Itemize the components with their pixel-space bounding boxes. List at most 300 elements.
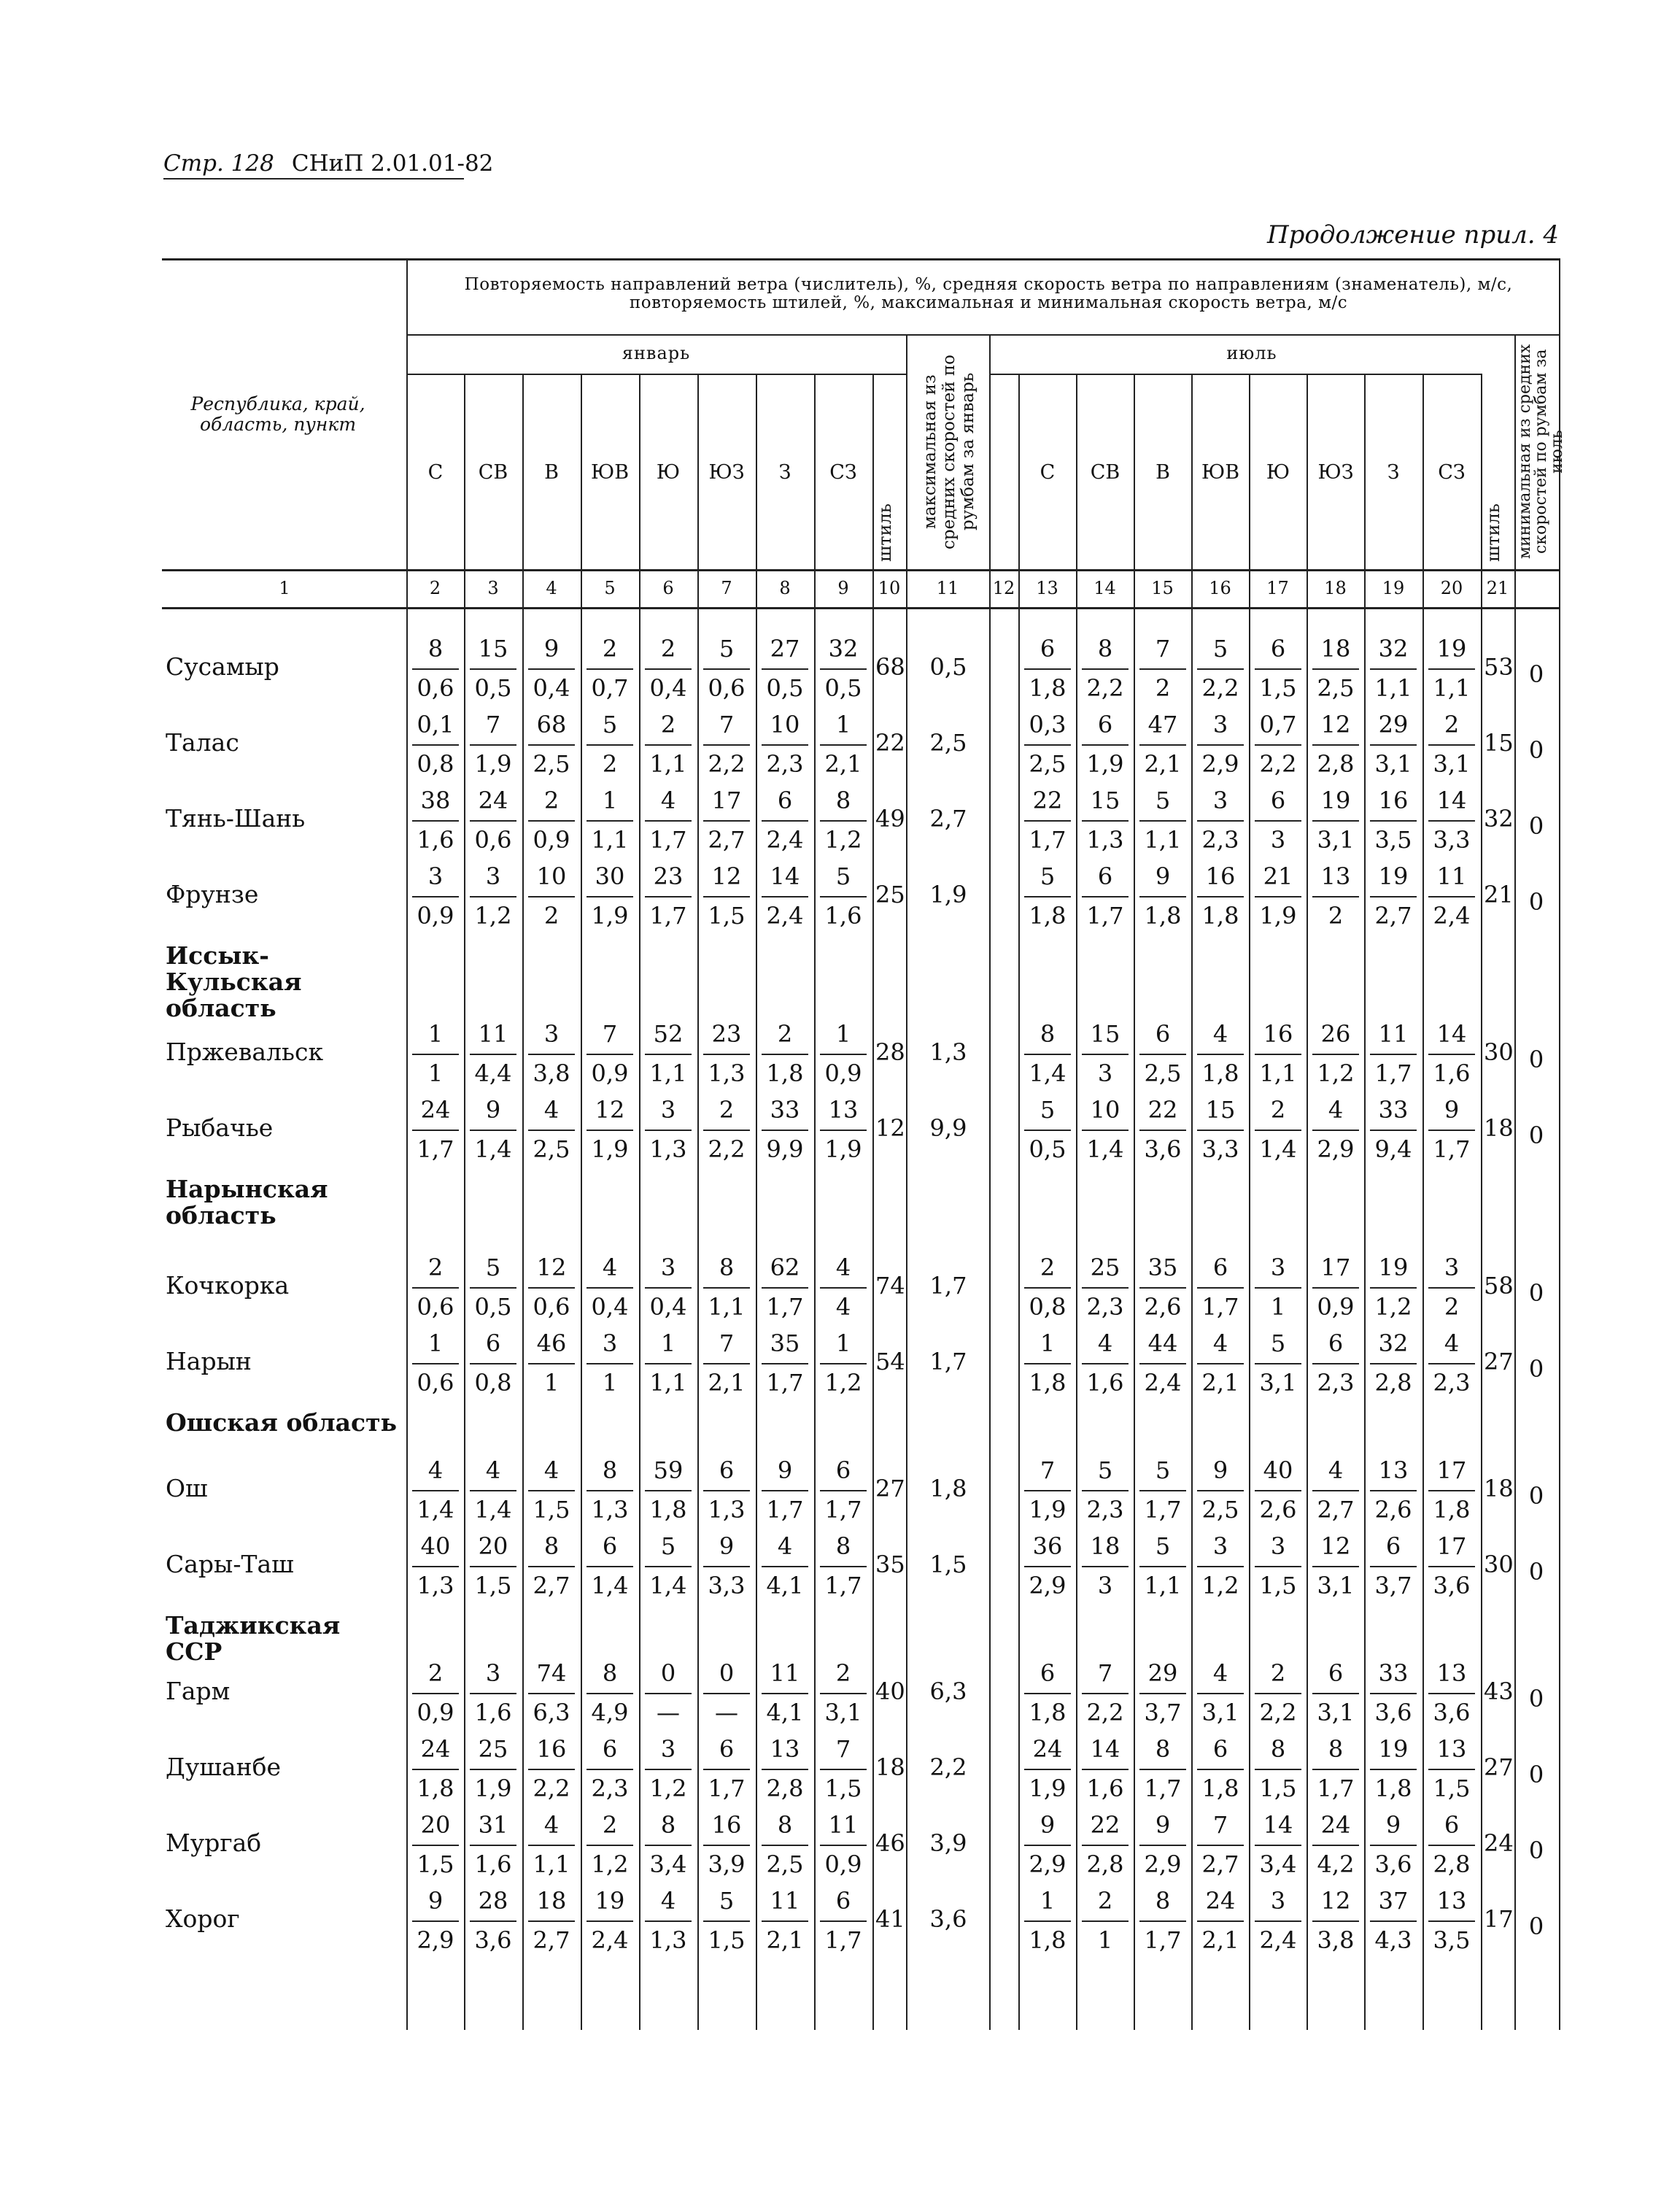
fraction-bar <box>1197 1054 1244 1055</box>
numerator: 3 <box>1270 1887 1286 1915</box>
fraction-bar <box>412 1130 459 1131</box>
jan-fraction <box>640 1327 696 1400</box>
denominator: 0,4 <box>591 1293 629 1321</box>
denominator: 1,9 <box>474 1775 512 1802</box>
numerator: 26 <box>1320 1020 1351 1048</box>
denominator: 1,7 <box>824 1572 862 1599</box>
jul-calm-value: 53 <box>1484 653 1514 681</box>
jan-fraction <box>408 708 463 781</box>
denominator: 1,7 <box>1433 1135 1471 1163</box>
numerator: 8 <box>1328 1735 1344 1763</box>
jan-fraction <box>524 1017 579 1090</box>
jan-fraction <box>816 1732 871 1805</box>
denominator: 3,1 <box>1374 750 1412 778</box>
jul-fraction <box>1193 708 1248 781</box>
denominator: 1,4 <box>474 1496 512 1524</box>
denominator: 2,5 <box>1144 1059 1182 1087</box>
column-number: 6 <box>662 578 674 598</box>
jul-fraction <box>1250 860 1306 933</box>
numerator: 25 <box>1090 1254 1120 1281</box>
jul-calm-value: 27 <box>1484 1348 1514 1375</box>
denominator: 1,1 <box>533 1850 570 1878</box>
numerator: 4 <box>1328 1096 1344 1124</box>
denominator: 2,4 <box>766 826 804 854</box>
numerator: 24 <box>1032 1735 1063 1763</box>
page-header <box>163 150 493 177</box>
fraction-bar <box>1312 1287 1359 1289</box>
jul-fraction <box>1077 1732 1133 1805</box>
denominator: 3,6 <box>1374 1850 1412 1878</box>
fraction-bar <box>1024 1920 1071 1922</box>
jan-fraction <box>757 1251 813 1324</box>
denominator: 4,2 <box>1317 1850 1355 1878</box>
jan-calm-value: 40 <box>875 1678 905 1705</box>
section-label: Ошская область <box>166 1408 397 1437</box>
numerator: 1 <box>427 1020 444 1048</box>
numerator: 23 <box>653 862 684 890</box>
jul-fraction <box>1193 1884 1248 1957</box>
fraction-bar <box>1197 1566 1244 1567</box>
denominator: 1,4 <box>1259 1135 1297 1163</box>
jan-fraction <box>816 1017 871 1090</box>
numerator: 2 <box>835 1659 851 1687</box>
numerator: 6 <box>1040 1659 1056 1687</box>
denominator: 1,5 <box>1259 674 1297 702</box>
numerator: 20 <box>478 1532 508 1560</box>
fraction-bar <box>587 668 633 670</box>
column-number: 10 <box>878 578 901 598</box>
jan-fraction <box>699 1884 754 1957</box>
fraction-bar <box>703 1490 750 1491</box>
numerator: 40 <box>420 1532 451 1560</box>
min-jul-value: 0 <box>1528 736 1544 764</box>
numerator: 25 <box>478 1735 508 1763</box>
jul-fraction <box>1424 1808 1479 1881</box>
jan-fraction <box>582 1884 638 1957</box>
fraction-bar <box>762 668 808 670</box>
jan-calm-value: 25 <box>875 881 905 908</box>
denominator: 6,3 <box>533 1699 570 1726</box>
denominator: 3,8 <box>1317 1926 1355 1954</box>
numerator: 3 <box>485 1659 501 1687</box>
region-column-header: Республика, край, область, пункт <box>190 393 365 435</box>
numerator: 5 <box>1212 635 1228 663</box>
jul-direction-header: ЮЗ <box>1317 461 1354 484</box>
denominator: 1,7 <box>1144 1926 1182 1954</box>
numerator: 3 <box>660 1735 676 1763</box>
jan-fraction <box>582 1453 638 1526</box>
jul-fraction <box>1424 1251 1479 1324</box>
fraction-bar <box>1255 1769 1301 1770</box>
denominator: — <box>715 1699 738 1726</box>
jul-calm-value: 30 <box>1484 1551 1514 1578</box>
numerator: 4 <box>777 1532 793 1560</box>
fraction-bar <box>528 744 575 746</box>
denominator: 3,5 <box>1374 826 1412 854</box>
fraction-bar <box>1370 1490 1417 1491</box>
numerator: 12 <box>711 862 742 890</box>
jan-fraction <box>465 860 521 933</box>
jan-fraction <box>582 1327 638 1400</box>
column-number: 7 <box>721 578 732 598</box>
numerator: 16 <box>711 1811 742 1839</box>
denominator: 2,9 <box>1201 750 1239 778</box>
jul-fraction <box>1424 1327 1479 1400</box>
jul-direction-header: В <box>1156 461 1170 484</box>
fraction-bar <box>762 744 808 746</box>
jul-fraction <box>1250 1808 1306 1881</box>
denominator: 1,6 <box>474 1699 512 1726</box>
denominator: 2,4 <box>1433 902 1471 930</box>
fraction-bar <box>762 1845 808 1846</box>
fraction-bar <box>412 1920 459 1922</box>
fraction-bar <box>1024 744 1071 746</box>
jan-fraction <box>757 708 813 781</box>
denominator: 2,4 <box>591 1926 629 1954</box>
denominator: 2,7 <box>1201 1850 1239 1878</box>
numerator: 17 <box>1436 1532 1467 1560</box>
denominator: 0,7 <box>591 674 629 702</box>
numerator: 33 <box>1378 1096 1409 1124</box>
numerator: 9 <box>543 635 560 663</box>
july-group-header: июль <box>1226 343 1277 363</box>
numerator: 32 <box>1378 635 1409 663</box>
jul-fraction <box>1250 1529 1306 1602</box>
jul-fraction <box>1250 632 1306 705</box>
numerator: 7 <box>1155 635 1171 663</box>
jul-fraction <box>1424 1884 1479 1957</box>
fraction-bar <box>1370 1130 1417 1131</box>
fraction-bar <box>1082 668 1129 670</box>
denominator: 2,9 <box>1029 1850 1067 1878</box>
numerator: 0,7 <box>1259 711 1297 738</box>
numerator: 46 <box>536 1329 567 1357</box>
numerator: 6 <box>777 787 793 814</box>
denominator: 1,8 <box>1029 1369 1067 1397</box>
numerator: 5 <box>1270 1329 1286 1357</box>
denominator: 2,2 <box>1201 674 1239 702</box>
denominator: 1,8 <box>1201 1059 1239 1087</box>
jul-fraction <box>1135 708 1191 781</box>
jul-fraction <box>1077 1656 1133 1729</box>
caption-rule <box>406 334 1559 336</box>
jan-fraction <box>699 1453 754 1526</box>
fraction-bar <box>1370 1287 1417 1289</box>
denominator: 9,4 <box>1374 1135 1412 1163</box>
document-code: СНиП 2.01.01-82 <box>291 150 494 177</box>
jan-fraction <box>757 1453 813 1526</box>
jan-fraction <box>640 1453 696 1526</box>
numerator: 18 <box>1090 1532 1120 1560</box>
jan-fraction <box>524 1732 579 1805</box>
numerator: 17 <box>711 787 742 814</box>
numerator: 9 <box>1040 1811 1056 1839</box>
numerator: 12 <box>1320 1532 1351 1560</box>
fraction-bar <box>587 1693 633 1694</box>
numerator: 32 <box>1378 1329 1409 1357</box>
station-name: Хорог <box>166 1904 240 1933</box>
numerator: 13 <box>1436 1887 1467 1915</box>
numerator: 15 <box>478 635 508 663</box>
fraction-bar <box>1255 1845 1301 1846</box>
max-jan-value: 1,5 <box>929 1551 967 1578</box>
jan-fraction <box>699 632 754 705</box>
jan-fraction <box>699 860 754 933</box>
fraction-bar <box>1139 1054 1186 1055</box>
numerator: 19 <box>1320 787 1351 814</box>
numerator: 11 <box>1378 1020 1409 1048</box>
column-number: 11 <box>936 578 959 598</box>
fraction-bar <box>1370 1693 1417 1694</box>
numerator: 6 <box>1097 711 1113 738</box>
jul-fraction <box>1308 1327 1363 1400</box>
fraction-bar <box>412 1769 459 1770</box>
jan-fraction <box>465 632 521 705</box>
numerator: 4 <box>602 1254 618 1281</box>
jan-fraction <box>524 632 579 705</box>
fraction-bar <box>1428 1845 1475 1846</box>
denominator: 0,6 <box>474 826 512 854</box>
jul-calm-value: 30 <box>1484 1038 1514 1066</box>
denominator: 1,3 <box>1086 826 1124 854</box>
max-jan-value: 6,3 <box>929 1678 967 1705</box>
jan-fraction <box>524 1884 579 1957</box>
denominator: 0,9 <box>824 1059 862 1087</box>
jul-fraction <box>1135 632 1191 705</box>
denominator: 0,8 <box>417 750 454 778</box>
jan-calm-value: 12 <box>875 1114 905 1142</box>
fraction-bar <box>645 1363 692 1364</box>
jul-calm-value: 43 <box>1484 1678 1514 1705</box>
numerator: 8 <box>1040 1020 1056 1048</box>
denominator: 1,4 <box>649 1572 687 1599</box>
fraction-bar <box>587 1363 633 1364</box>
jan-fraction <box>640 1732 696 1805</box>
denominator: 1,7 <box>766 1293 804 1321</box>
numerator: 0 <box>719 1659 735 1687</box>
fraction-bar <box>1082 896 1129 897</box>
denominator: 1,4 <box>1029 1059 1067 1087</box>
jul-fraction <box>1020 1017 1075 1090</box>
numerator: 4 <box>1212 1659 1228 1687</box>
jan-fraction <box>816 1093 871 1166</box>
jul-fraction <box>1193 1732 1248 1805</box>
fraction-bar <box>762 1566 808 1567</box>
fraction-bar <box>1255 1363 1301 1364</box>
fraction-bar <box>820 1566 867 1567</box>
numerator: 5 <box>1155 1532 1171 1560</box>
numerator: 38 <box>420 787 451 814</box>
jul-fraction <box>1250 1656 1306 1729</box>
jul-fraction <box>1020 708 1075 781</box>
denominator: 0,9 <box>417 1699 454 1726</box>
denominator: 1,8 <box>766 1059 804 1087</box>
numerator: 10 <box>770 711 800 738</box>
denominator: 2,9 <box>1029 1572 1067 1599</box>
denominator: 1,2 <box>474 902 512 930</box>
fraction-bar <box>1428 668 1475 670</box>
column-separator <box>1481 374 1482 2030</box>
fraction-bar <box>528 1769 575 1770</box>
fraction-bar <box>528 1566 575 1567</box>
fraction-bar <box>1370 896 1417 897</box>
numerator: 6 <box>1212 1254 1228 1281</box>
jan-fraction <box>524 1529 579 1602</box>
denominator: 2,3 <box>591 1775 629 1802</box>
fraction-bar <box>470 1490 516 1491</box>
fraction-bar <box>1024 1054 1071 1055</box>
jan-fraction <box>699 784 754 857</box>
fraction-bar <box>412 820 459 822</box>
denominator: 0,6 <box>417 1293 454 1321</box>
denominator: 1,7 <box>1201 1293 1239 1321</box>
fraction-bar <box>1428 1287 1475 1289</box>
denominator: 1,5 <box>1259 1572 1297 1599</box>
numerator: 24 <box>420 1096 451 1124</box>
jul-fraction <box>1077 860 1133 933</box>
numerator: 74 <box>536 1659 567 1687</box>
numerator: 18 <box>536 1887 567 1915</box>
jul-calm-value: 17 <box>1484 1905 1514 1933</box>
denominator: 1,5 <box>417 1850 454 1878</box>
numerator: 4 <box>1328 1456 1344 1484</box>
jan-fraction <box>816 860 871 933</box>
jul-fraction <box>1077 1808 1133 1881</box>
jan-fraction <box>408 784 463 857</box>
jul-fraction <box>1135 1884 1191 1957</box>
fraction-bar <box>820 1920 867 1922</box>
denominator: 3,5 <box>1433 1926 1471 1954</box>
denominator: 2,2 <box>533 1775 570 1802</box>
denominator: 2,2 <box>708 750 746 778</box>
denominator: 3,9 <box>708 1850 746 1878</box>
denominator: — <box>657 1699 680 1726</box>
numerator: 29 <box>1378 711 1409 738</box>
jan-fraction <box>465 1656 521 1729</box>
jan-fraction <box>699 1327 754 1400</box>
numerator: 6 <box>719 1456 735 1484</box>
numerator: 3 <box>1212 787 1228 814</box>
jul-fraction <box>1193 1529 1248 1602</box>
denominator: 1,5 <box>474 1572 512 1599</box>
fraction-bar <box>470 1054 516 1055</box>
denominator: 0,9 <box>417 902 454 930</box>
denominator: 1,9 <box>591 902 629 930</box>
jul-fraction <box>1135 1656 1191 1729</box>
denominator: 3,1 <box>1433 750 1471 778</box>
fraction-bar <box>645 1845 692 1846</box>
fraction-bar <box>470 1920 516 1922</box>
denominator: 2 <box>1328 902 1344 930</box>
denominator: 2,8 <box>1086 1850 1124 1878</box>
fraction-bar <box>703 1054 750 1055</box>
column-separator <box>872 374 874 2030</box>
column-number: 1 <box>279 578 290 598</box>
numerator: 7 <box>719 711 735 738</box>
jan-fraction <box>757 1732 813 1805</box>
fraction-bar <box>470 1566 516 1567</box>
jul-fraction <box>1366 1656 1421 1729</box>
jan-fraction <box>582 1017 638 1090</box>
jan-fraction <box>524 708 579 781</box>
numerator: 1 <box>1040 1887 1056 1915</box>
fraction-bar <box>1428 1490 1475 1491</box>
numerator: 68 <box>536 711 567 738</box>
continuation-label: Продолжение прил. 4 <box>1267 220 1559 250</box>
jul-calm-value: 27 <box>1484 1753 1514 1781</box>
denominator: 1,8 <box>1029 902 1067 930</box>
jul-fraction <box>1077 784 1133 857</box>
jul-fraction <box>1193 1251 1248 1324</box>
fraction-bar <box>1139 1130 1186 1131</box>
jan-fraction <box>408 632 463 705</box>
denominator: 1,7 <box>1029 826 1067 854</box>
jan-fraction <box>699 1529 754 1602</box>
numerator: 7 <box>1097 1659 1113 1687</box>
denominator: 1,7 <box>824 1496 862 1524</box>
denominator: 1,5 <box>708 902 746 930</box>
jan-fraction <box>816 708 871 781</box>
jan-fraction <box>640 1093 696 1166</box>
denominator: 1,6 <box>1086 1775 1124 1802</box>
fraction-bar <box>1312 1054 1359 1055</box>
numerator: 19 <box>1436 635 1467 663</box>
denominator: 0,5 <box>474 1293 512 1321</box>
numerator: 62 <box>770 1254 800 1281</box>
denominator: 2,4 <box>1144 1369 1182 1397</box>
jan-fraction <box>699 1656 754 1729</box>
fraction-bar <box>820 1130 867 1131</box>
section-label: Таджикская ССР <box>166 1611 341 1666</box>
numerator: 13 <box>1436 1659 1467 1687</box>
fraction-bar <box>1139 668 1186 670</box>
numerator: 4 <box>485 1456 501 1484</box>
denominator: 1,7 <box>1086 902 1124 930</box>
fraction-bar <box>703 1287 750 1289</box>
fraction-bar <box>1312 1693 1359 1694</box>
fraction-bar <box>587 1769 633 1770</box>
numerator: 2 <box>427 1659 444 1687</box>
jan-fraction <box>465 1732 521 1805</box>
fraction-bar <box>1370 1920 1417 1922</box>
denominator: 0,9 <box>1317 1293 1355 1321</box>
jul-fraction <box>1250 1093 1306 1166</box>
fraction-bar <box>470 896 516 897</box>
jul-fraction <box>1135 1251 1191 1324</box>
fraction-bar <box>1255 1693 1301 1694</box>
numerator: 19 <box>1378 1254 1409 1281</box>
jan-fraction <box>640 1808 696 1881</box>
denominator: 4 <box>835 1293 851 1321</box>
fraction-bar <box>645 1769 692 1770</box>
jul-fraction <box>1077 708 1133 781</box>
numerator: 8 <box>1097 635 1113 663</box>
jan-fraction <box>816 1327 871 1400</box>
denominator: 0,5 <box>824 674 862 702</box>
numerator: 6 <box>1212 1735 1228 1763</box>
denominator: 0,8 <box>474 1369 512 1397</box>
numerator: 4 <box>835 1254 851 1281</box>
jul-fraction <box>1193 1453 1248 1526</box>
max-jan-value: 9,9 <box>929 1114 967 1142</box>
denominator: 2,2 <box>1086 674 1124 702</box>
jan-fraction <box>524 1251 579 1324</box>
fraction-bar <box>1312 668 1359 670</box>
denominator: 1,2 <box>591 1850 629 1878</box>
numerator: 1 <box>835 1020 851 1048</box>
fraction-bar <box>1197 1920 1244 1922</box>
fraction-bar <box>1428 1566 1475 1567</box>
